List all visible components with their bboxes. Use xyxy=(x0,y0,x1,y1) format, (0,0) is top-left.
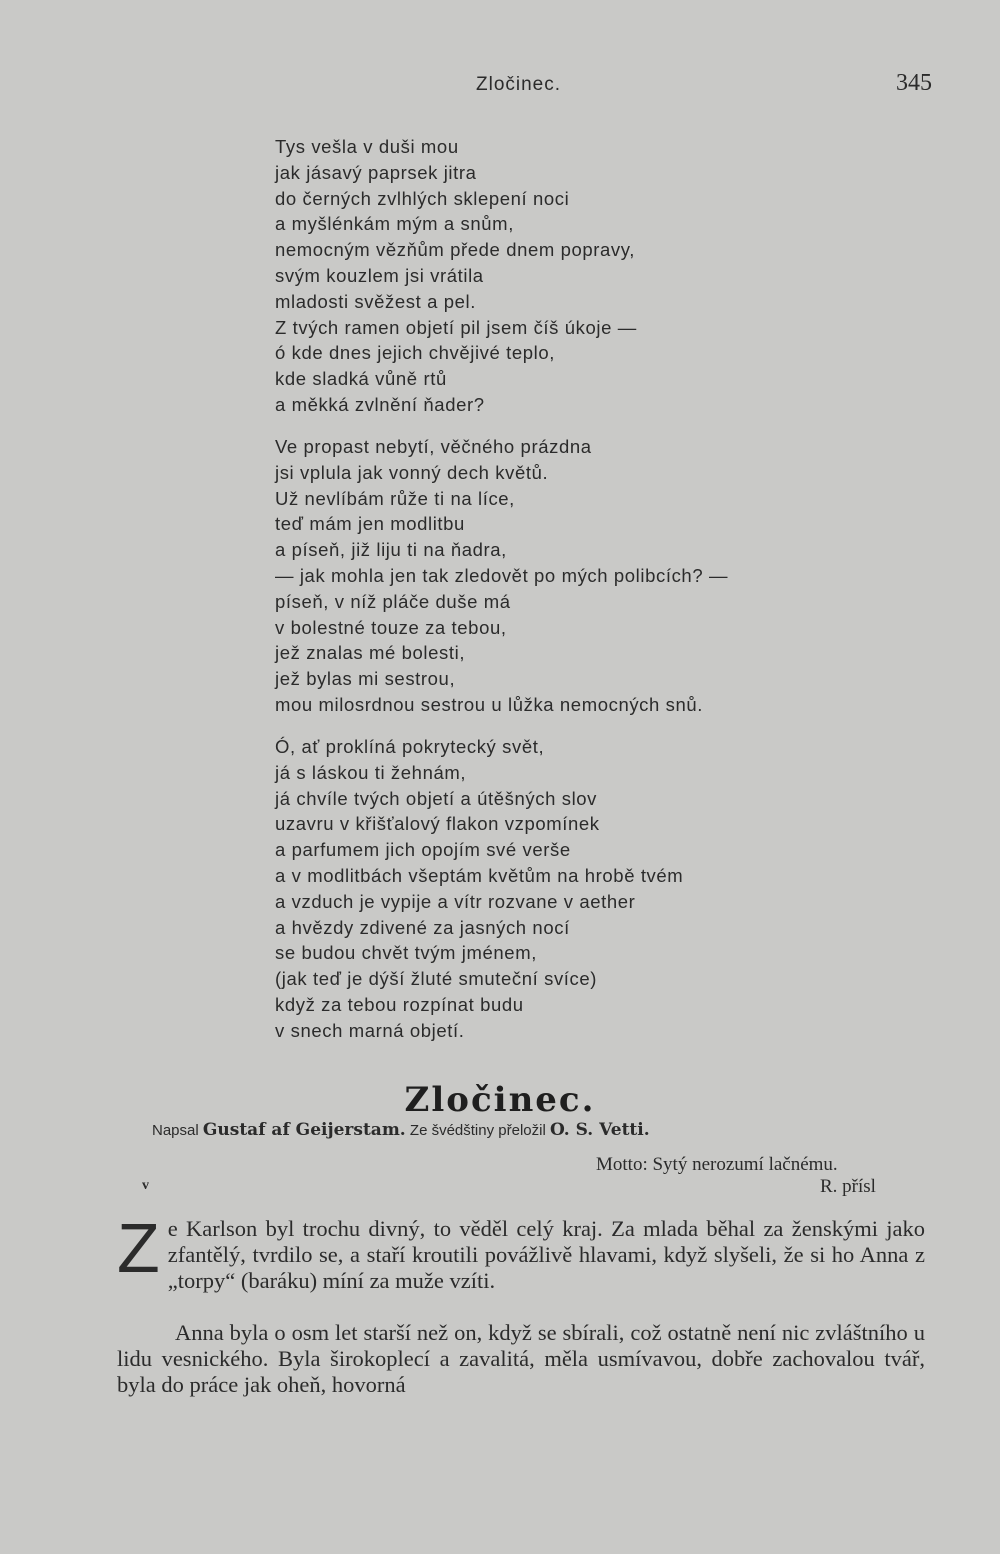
poem-line: Ó, ať proklíná pokrytecký svět, xyxy=(275,736,545,757)
motto-source: R. přísl xyxy=(820,1176,876,1197)
poem-line: já chvíle tvých objetí a útěšných slov xyxy=(275,787,598,809)
paragraph-2-text: Anna byla o osm let starší než on, když se sbírali, což ostatně není nic zvláštního u lidu vesnického. Byla širokoplecí a zavalitá, měla usmívavou, dobře zachovalou tvář, byla do práce jak oheň, hovorná xyxy=(117,1320,925,1397)
byline xyxy=(152,1120,650,1140)
poem-line: teď mám jen modlitbu xyxy=(275,513,465,535)
poem-line: a myšlénkám mým a snům, xyxy=(275,213,514,235)
poem-line: a parfumem jich opojím své verše xyxy=(275,839,571,861)
poem-stanza-3 xyxy=(275,734,683,1044)
poem-line: Tys vešla v duši mou xyxy=(275,136,459,157)
poem-line: do černých zvlhlých sklepení noci xyxy=(275,187,570,209)
poem-line: kde sladká vůně rtů xyxy=(275,368,447,390)
poem-line: mladosti svěžest a pel. xyxy=(275,290,476,312)
motto: Motto: Sytý nerozumí lačnému. xyxy=(596,1154,838,1175)
poem-line: (jak teď je dýší žluté smuteční svíce) xyxy=(275,968,598,990)
poem-stanza-1 xyxy=(275,134,637,418)
poem-line: a v modlitbách všeptám květům na hrobě tvém xyxy=(275,864,684,886)
poem-line: Ve propast nebytí, věčného prázdna xyxy=(275,436,592,457)
page-number: 345 xyxy=(896,70,932,96)
poem-line: a vzduch je vypije a vítr rozvane v aether xyxy=(275,890,636,912)
poem-line: když za tebou rozpínat budu xyxy=(275,993,524,1015)
poem-line: jež bylas mi sestrou, xyxy=(275,668,456,690)
poem-line: se budou chvět tvým jménem, xyxy=(275,942,537,964)
poem-line: — jak mohla jen tak zledovět po mých polibcích? — xyxy=(275,564,729,586)
poem-line: v snech marná objetí. xyxy=(275,1019,465,1041)
poem-line: uzavru v křišťalový flakon vzpomínek xyxy=(275,813,600,835)
running-title: Zločinec. xyxy=(476,74,562,95)
poem-line: ó kde dnes jejich chvějivé teplo, xyxy=(275,342,555,364)
poem-line: jsi vplula jak vonný dech květů. xyxy=(275,461,549,483)
poem-line: svým kouzlem jsi vrátila xyxy=(275,264,484,286)
paragraph-2 xyxy=(117,1320,925,1398)
paragraph-1-text: e Karlson byl trochu divný, to věděl celý kraj. Za mlada běhal za ženskými jako zfantělý, tvrdilo se, a staří kroutili povážlivě hlavami, když slyšeli, že si ho Anna z „torpy“ (baráku) míní za muže vzíti. xyxy=(167,1216,925,1293)
paragraph-1 xyxy=(117,1209,925,1294)
poem-line: píseň, v níž pláče duše má xyxy=(275,590,511,612)
story-title: Zločinec. xyxy=(404,1080,596,1120)
poem-line: a píseň, již liju ti na ňadra, xyxy=(275,539,507,561)
poem-line: v bolestné touze za tebou, xyxy=(275,616,507,638)
dropcap-caron: v xyxy=(142,1178,149,1193)
poem-line: Z tvých ramen objetí pil jsem číš úkoje — xyxy=(275,316,637,338)
poem-line: Už nevlíbám růže ti na líce, xyxy=(275,487,515,509)
poem-line: já s láskou ti žehnám, xyxy=(275,761,467,783)
poem-line: jak jásavý paprsek jitra xyxy=(275,161,477,183)
poem-line: jež znalas mé bolesti, xyxy=(275,642,466,664)
byline-middle: Ze švédštiny přeložil xyxy=(409,1122,546,1139)
byline-author: Gustaf af Geijerstam. xyxy=(202,1120,406,1140)
poem-line: nemocným vězňům přede dnem popravy, xyxy=(275,239,635,261)
poem-line: a hvězdy zdivené za jasných nocí xyxy=(275,916,570,938)
poem-stanza-2 xyxy=(275,434,728,718)
poem-line: mou milosrdnou sestrou u lůžka nemocných snů. xyxy=(275,693,704,715)
byline-translator: O. S. Vetti. xyxy=(549,1120,650,1140)
poem-line: a měkká zvlnění ňader? xyxy=(275,393,485,415)
dropcap-letter: Z xyxy=(117,1209,160,1287)
byline-prefix: Napsal xyxy=(152,1122,199,1139)
